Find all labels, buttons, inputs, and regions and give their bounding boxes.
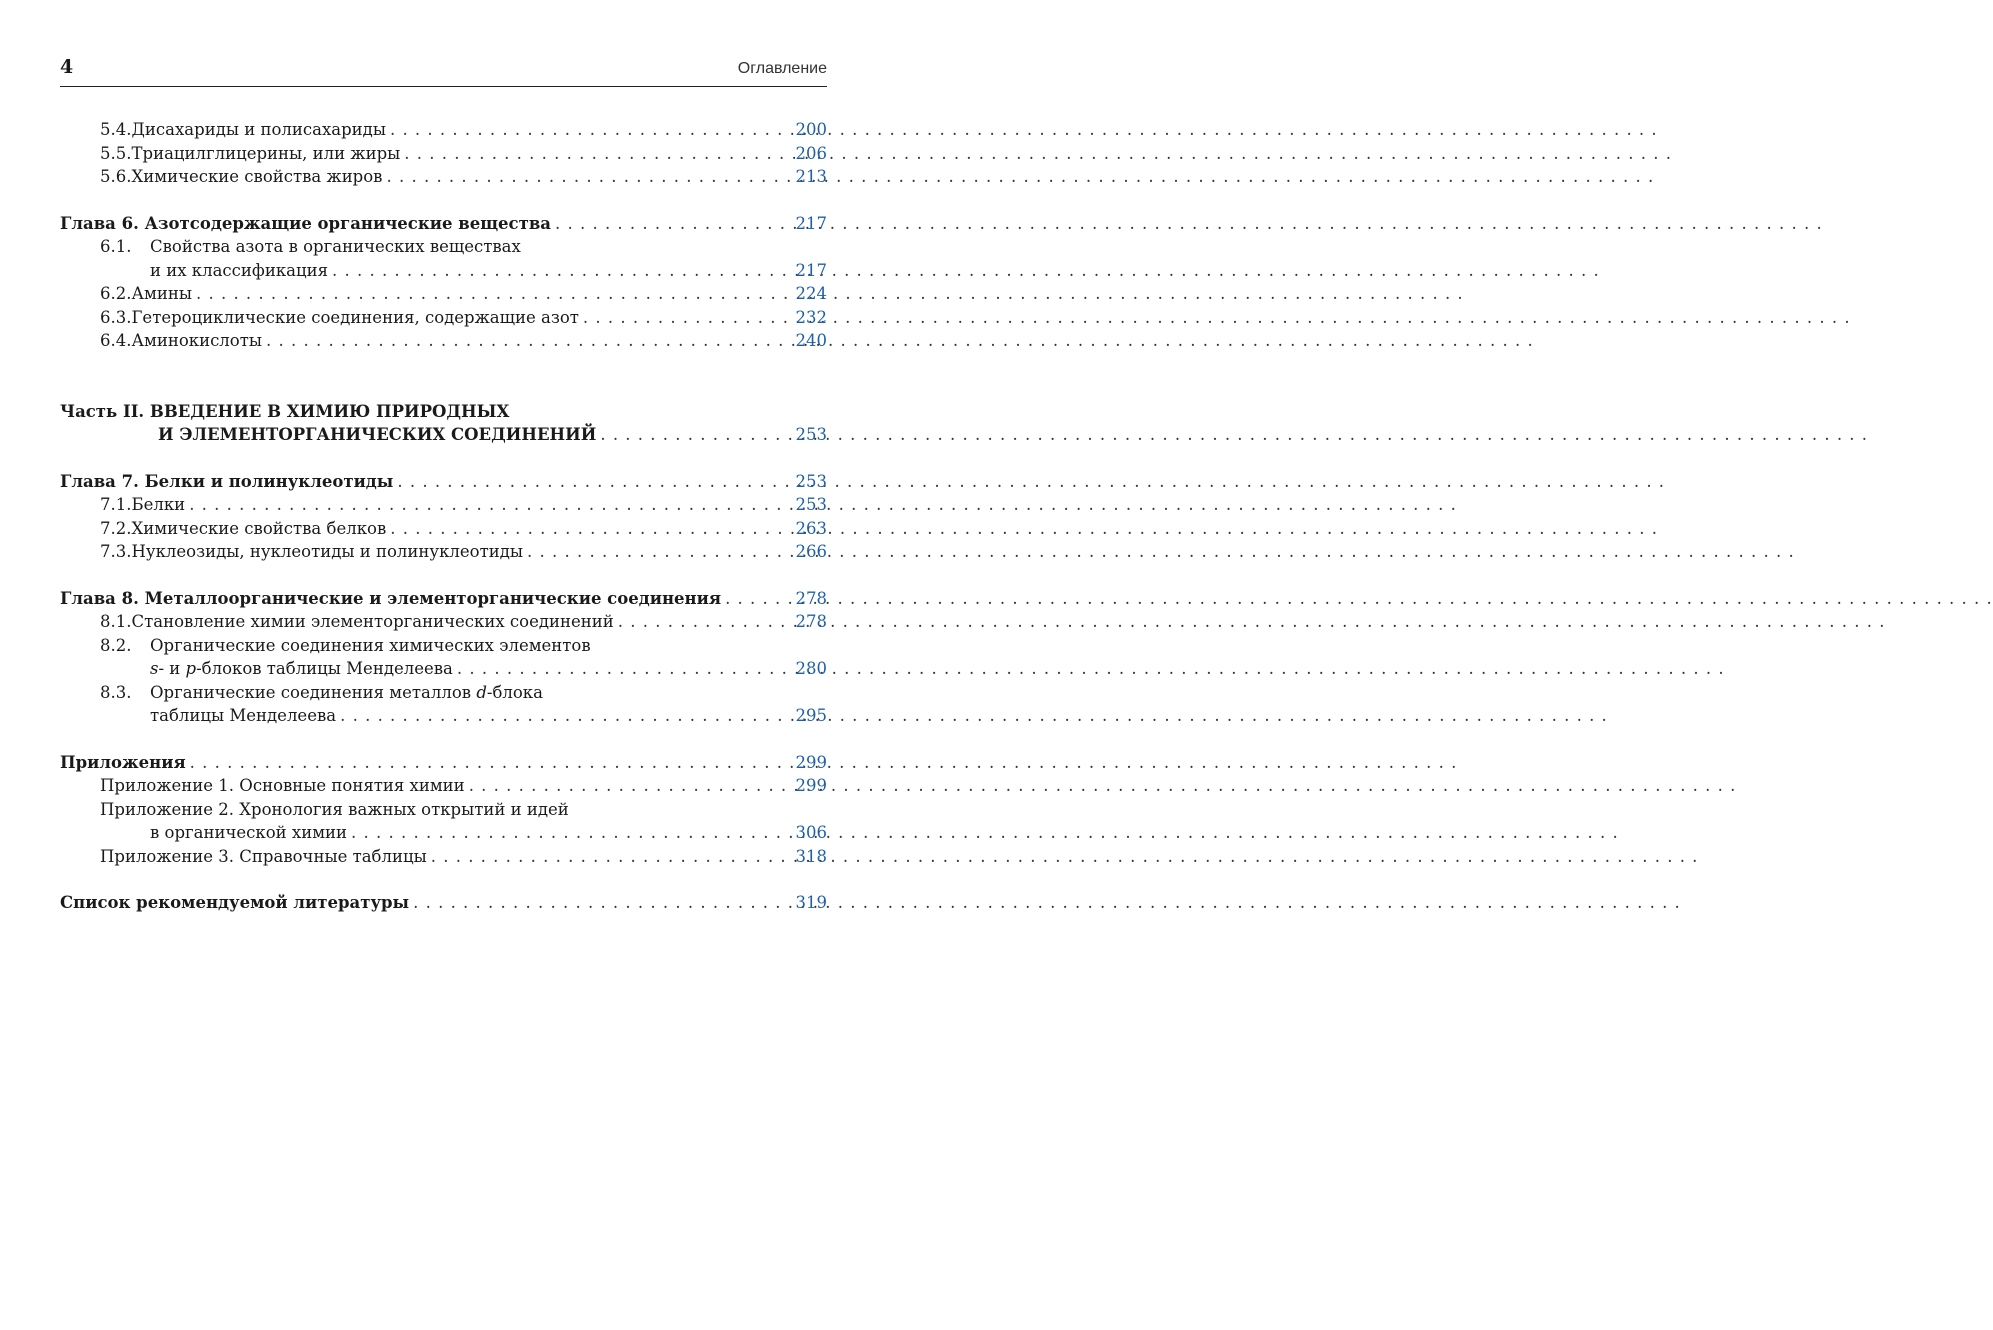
toc-appendix-2-cont[interactable]: в органической химии . . . 306 <box>60 821 827 845</box>
toc-entry-8-3[interactable]: 8.3. Органические соединения металлов d-блока <box>100 682 543 702</box>
toc-entry-8-3-cont[interactable]: таблицы Менделеева . . . 295 <box>60 704 827 728</box>
page-ref[interactable]: 280 <box>795 659 827 678</box>
dot-leader <box>600 423 789 447</box>
toc-chapter-6[interactable]: Глава 6. Азотсодержащие органические вещества . . . 217 <box>60 212 827 236</box>
page-ref[interactable]: 253 <box>795 495 827 514</box>
dot-leader <box>618 610 790 634</box>
page-ref[interactable]: 306 <box>795 823 827 842</box>
page-header <box>60 56 827 87</box>
toc-entry-7-3[interactable]: 7.3. Нуклеозиды, нуклеотиды и полинуклеотиды . . . 266 <box>60 540 827 564</box>
dot-leader <box>340 704 789 728</box>
toc-part-2[interactable]: Часть II. ВВЕДЕНИЕ В ХИМИЮ ПРИРОДНЫХ <box>60 401 510 421</box>
dot-leader <box>431 845 790 869</box>
toc-appendices[interactable]: Приложения . . . 299 <box>60 751 827 775</box>
toc-entry-6-1[interactable]: 6.1. Свойства азота в органических веществах <box>100 237 521 256</box>
dot-leader <box>266 329 790 353</box>
dot-leader <box>351 821 789 845</box>
toc-entry-5-5[interactable]: 5.5. Триацилглицерины, или жиры . . . 206 <box>60 142 827 166</box>
page-ref[interactable]: 253 <box>795 425 827 444</box>
page-ref[interactable]: 278 <box>795 588 827 608</box>
page-ref[interactable]: 295 <box>795 706 827 725</box>
page-ref[interactable]: 318 <box>795 846 827 866</box>
toc-entry-6-2[interactable]: 6.2. Амины . . . 224 <box>60 282 827 306</box>
page-ref[interactable]: 299 <box>795 752 827 772</box>
toc-entry-8-2-cont[interactable]: s- и p-блоков таблицы Менделеева . . . 280 <box>60 657 827 681</box>
toc-appendix-1[interactable]: Приложение 1. Основные понятия химии . . . 299 <box>60 774 827 798</box>
toc-chapter-7[interactable]: Глава 7. Белки и полинуклеотиды . . . 253 <box>60 470 827 494</box>
page-ref[interactable]: 263 <box>795 518 827 538</box>
page-ref[interactable]: 240 <box>795 331 827 350</box>
toc-entry-6-3[interactable]: 6.3. Гетероциклические соединения, содержащие азот . . . 232 <box>60 306 827 330</box>
dot-leader <box>404 142 789 166</box>
dot-leader <box>583 306 790 330</box>
dot-leader <box>189 493 789 517</box>
dot-leader <box>457 657 790 681</box>
page-number: 4 <box>60 56 74 78</box>
dot-leader <box>332 259 790 283</box>
page-ref[interactable]: 217 <box>795 213 827 233</box>
page-ref[interactable]: 266 <box>795 542 827 561</box>
toc-appendix-3[interactable]: Приложение 3. Справочные таблицы . . . 318 <box>60 845 827 869</box>
table-of-contents <box>60 118 827 915</box>
toc-entry-8-1[interactable]: 8.1. Становление химии элементорганических соединений . . . 278 <box>60 610 827 634</box>
page-ref[interactable]: 217 <box>795 260 827 280</box>
dot-leader <box>527 540 790 564</box>
page-ref[interactable]: 200 <box>795 120 827 139</box>
toc-entry-5-6[interactable]: 5.6. Химические свойства жиров . . . 213 <box>60 165 827 189</box>
page-ref[interactable]: 206 <box>795 143 827 163</box>
dot-leader <box>397 470 789 494</box>
toc-appendix-2[interactable]: Приложение 2. Хронология важных открытий и идей <box>100 799 569 819</box>
toc-part-2-cont[interactable]: И ЭЛЕМЕНТОРГАНИЧЕСКИХ СОЕДИНЕНИЙ . . . 253 <box>60 423 827 447</box>
page-ref[interactable]: 278 <box>795 612 827 631</box>
toc-literature[interactable]: Список рекомендуемой литературы . . . 319 <box>60 891 827 915</box>
toc-chapter-8[interactable]: Глава 8. Металлоорганические и элементорганические соединения . . . 278 <box>60 587 827 611</box>
toc-entry-5-4[interactable]: 5.4. Дисахариды и полисахариды . . . 200 <box>60 118 827 142</box>
dot-leader <box>390 118 790 142</box>
dot-leader <box>390 517 789 541</box>
toc-entry-6-1-cont[interactable]: и их классификация . . . 217 <box>60 259 827 283</box>
page-ref[interactable]: 224 <box>795 284 827 303</box>
toc-entry-7-1[interactable]: 7.1. Белки . . . 253 <box>60 493 827 517</box>
toc-entry-8-2[interactable]: 8.2. Органические соединения химических элементов <box>100 635 591 655</box>
page-ref[interactable]: 299 <box>795 776 827 795</box>
toc-entry-6-4[interactable]: 6.4. Аминокислоты . . . 240 <box>60 329 827 353</box>
dot-leader <box>469 774 790 798</box>
dot-leader <box>725 587 789 611</box>
dot-leader <box>555 212 790 236</box>
page-ref[interactable]: 232 <box>795 307 827 327</box>
dot-leader <box>196 282 790 306</box>
dot-leader <box>386 165 789 189</box>
toc-entry-7-2[interactable]: 7.2. Химические свойства белков . . . 263 <box>60 517 827 541</box>
page-ref[interactable]: 253 <box>795 471 827 491</box>
page-ref[interactable]: 319 <box>795 893 827 912</box>
dot-leader <box>190 751 790 775</box>
running-title: Оглавление <box>737 60 827 77</box>
page-ref[interactable]: 213 <box>795 167 827 186</box>
dot-leader <box>413 891 789 915</box>
